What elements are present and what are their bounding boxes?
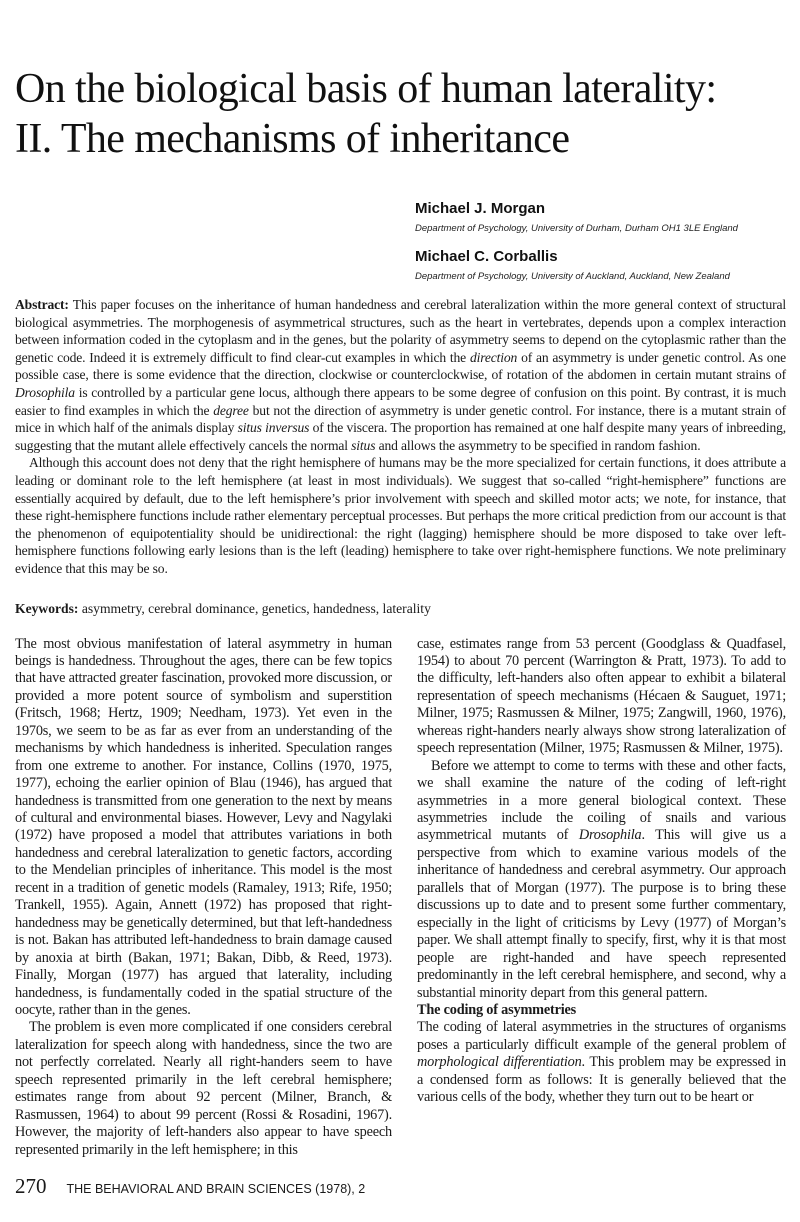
- text-run: is controlled by a particular gene locus, although there appears to be some degree of confusion on this point. By contrast, it is much easier to find examples in which the: [15, 384, 786, 418]
- text-run: This paper focuses on the inheritance of human handedness and cerebral lateralization within the more general context of structural biological asymmetries. The morphogenesis of asymmetrical structures, such as the heart in vertebrates, depends upon a complex interaction between information coded in the cytoplasm and in the genes, but the polarity of asymmetry seems to depend on the cytoplasmic rather than the genetic code. Indeed it is extremely difficult to find clear-cut examples in which the: [15, 297, 786, 365]
- paper-title: [15, 64, 786, 164]
- text-run: of an asymmetry is under genetic control. As one possible case, there is some evidence that the direction, clockwise or counterclockwise, of rotation of the abdomen in certain mutant strains of: [15, 349, 786, 383]
- abstract: [15, 296, 786, 578]
- author-name-2: Michael C. Corballis: [415, 248, 558, 265]
- text-run: The coding of lateral asymmetries in the structures of organisms poses a particularly difficult example of the general problem of: [417, 1019, 786, 1053]
- italic-text: Drosophila: [15, 384, 75, 400]
- text-run: . This will give us a perspective from which to examine various models of the inheritance of handedness and cerebral asymmetry. Our approach parallels that of Morgan (1977). The purpose is to bring these discussions up to date and to present some further commentary, especially in the light of criticisms by Levy (1977) of Morgan’s paper. We shall attempt finally to specify, first, why it is that most people are right-handed and have speech represented predominantly in the left cerebral hemisphere, and second, why a substantial minority depart from this general pattern.: [417, 827, 786, 1001]
- text-run: Before we attempt to come to terms with these and other facts, we shall examine the nature of the coding of left-right asymmetries in a more general biological context. These asymmetries include the coiling of snails and various asymmetrical mutants of: [417, 757, 786, 844]
- abstract-paragraph: [15, 296, 786, 454]
- abstract-label: Abstract:: [15, 297, 69, 312]
- text-run: The problem is even more complicated if one considers cerebral lateralization for speech along with handedness, since the two are not perfectly correlated. Nearly all right-handers seem to have speech represented primarily in the left cerebral hemisphere; estimates range from about 92 percent (Milner, Branch, & Rasmussen, 1964) to about 99 percent (Rossi & Rosadini, 1967). However, the majority of left-handers also appear to have speech represented primarily in the left hemisphere; in this: [15, 1019, 392, 1158]
- keywords-label: Keywords:: [15, 600, 79, 616]
- text-run: but not the direction of asymmetry is under genetic control. For instance, there is a mutant strain of mice in which half of the animals display: [15, 402, 786, 436]
- body-paragraph: [417, 758, 786, 1002]
- body-paragraph: [15, 636, 392, 1020]
- page-footer: [15, 1173, 786, 1202]
- abstract-paragraph: [15, 454, 786, 577]
- italic-text: situs: [351, 437, 376, 453]
- body-paragraph: [15, 1019, 392, 1159]
- text-run: Although this account does not deny that the right hemisphere of humans may be the more specialized for certain functions, it does attribute a leading or dominant role to the left hemisphere (at least in most individuals). We suggest that so-called “right-hemisphere” functions are essentially acquired by default, due to the left hemisphere’s prior involvement with speech and skilled motor acts; we note, for instance, that these right-hemisphere functions include rather elementary perceptual processes. But perhaps the more critical prediction from our account is that the phenomenon of equipotentiality should be unidirectional: the right (lagging) hemisphere should be more disposed to take over left-hemisphere functions following early lesions than is the left (leading) hemisphere to take over right-hemisphere functions. We note preliminary evidence that this may be so.: [15, 455, 786, 576]
- text-run: of the viscera. The proportion has remained at one half despite many years of inbreeding, suggesting that the mutant allele effectively cancels the normal: [15, 420, 786, 453]
- text-run: case, estimates range from 53 percent (Goodglass & Quadfasel, 1954) to about 70 percent (Warrington & Pratt, 1973). To add to the difficulty, left-handers also often appear to exhibit a bilateral representation of speech mechanisms (Hécaen & Sauguet, 1971; Milner, 1975; Rasmussen & Milner, 1975; Zangwill, 1960, 1976), whereas right-handers nearly always show strong lateralization of speech representation (Milner, 1975; Rasmussen & Milner, 1975).: [417, 635, 786, 757]
- journal-citation: THE BEHAVIORAL AND BRAIN SCIENCES (1978), 2: [66, 1182, 366, 1197]
- italic-text: degree: [213, 402, 249, 418]
- page-number: 270: [15, 1174, 47, 1199]
- body-paragraph: [417, 636, 786, 758]
- body-columns: [15, 636, 786, 1160]
- body-column-right: [417, 636, 786, 1160]
- italic-text: morphological differentiation: [417, 1054, 582, 1071]
- italic-text: situs inversus: [237, 420, 310, 436]
- italic-text: Drosophila: [578, 827, 642, 844]
- keywords: [15, 600, 786, 618]
- author-block: [415, 200, 786, 284]
- body-column-left: [15, 636, 392, 1160]
- title-line-1: On the biological basis of human laterality:: [15, 66, 717, 112]
- author-affiliation-1: Department of Psychology, University of Durham, Durham OH1 3LE England: [415, 223, 738, 234]
- keywords-value: asymmetry, cerebral dominance, genetics, handedness, laterality: [81, 600, 431, 616]
- title-line-2: II. The mechanisms of inheritance: [15, 116, 570, 162]
- author-name-1: Michael J. Morgan: [415, 200, 546, 217]
- text-run: The most obvious manifestation of lateral asymmetry in human beings is handedness. Throughout the ages, there can be few topics that have attracted greater fascination, provoked more discussion, or provided a more potent source of symbolism and superstition (Fritsch, 1968; Hertz, 1909; Needham, 1973). Yet even in the 1970s, we seem to be as far as ever from an understanding of the mechanisms by which handedness is inherited. Speculation ranges from one extreme to another. For instance, Collins (1970, 1975, 1977), echoing the earlier opinion of Blau (1946), has argued that handedness is transmitted from one generation to the next by means of cultural and environmental biases. However, Levy and Nagylaki (1972) have proposed a model that attributes variations in both handedness and cerebral lateralization to genetic factors, according to the Mendelian principles of inheritance. This model is the most recent in a tradition of genetic models (Ramaley, 1913; Rife, 1950; Trankell, 1955). Again, Annett (1972) has proposed that right-handedness may be genetically determined, but that left-handedness is not. Bakan has attributed left-handedness to brain damage caused by anoxia at birth (Bakan, 1971; Bakan, Dibb, & Reed, 1973). Finally, Morgan (1977) has argued that laterality, including handedness, is fundamentally coded in the spatial structure of the oocyte, rather than in the genes.: [15, 635, 392, 1019]
- section-heading: The coding of asymmetries: [417, 1002, 576, 1019]
- text-run: and allows the asymmetry to be specified in random fashion.: [375, 437, 701, 453]
- italic-text: direction: [469, 349, 518, 365]
- body-paragraph: [417, 1019, 786, 1106]
- author-affiliation-2: Department of Psychology, University of Auckland, Auckland, New Zealand: [415, 271, 730, 282]
- text-run: . This problem may be expressed in a condensed form as follows: It is generally believed that the various cells of the body, whether they turn out to be heart or: [417, 1054, 786, 1106]
